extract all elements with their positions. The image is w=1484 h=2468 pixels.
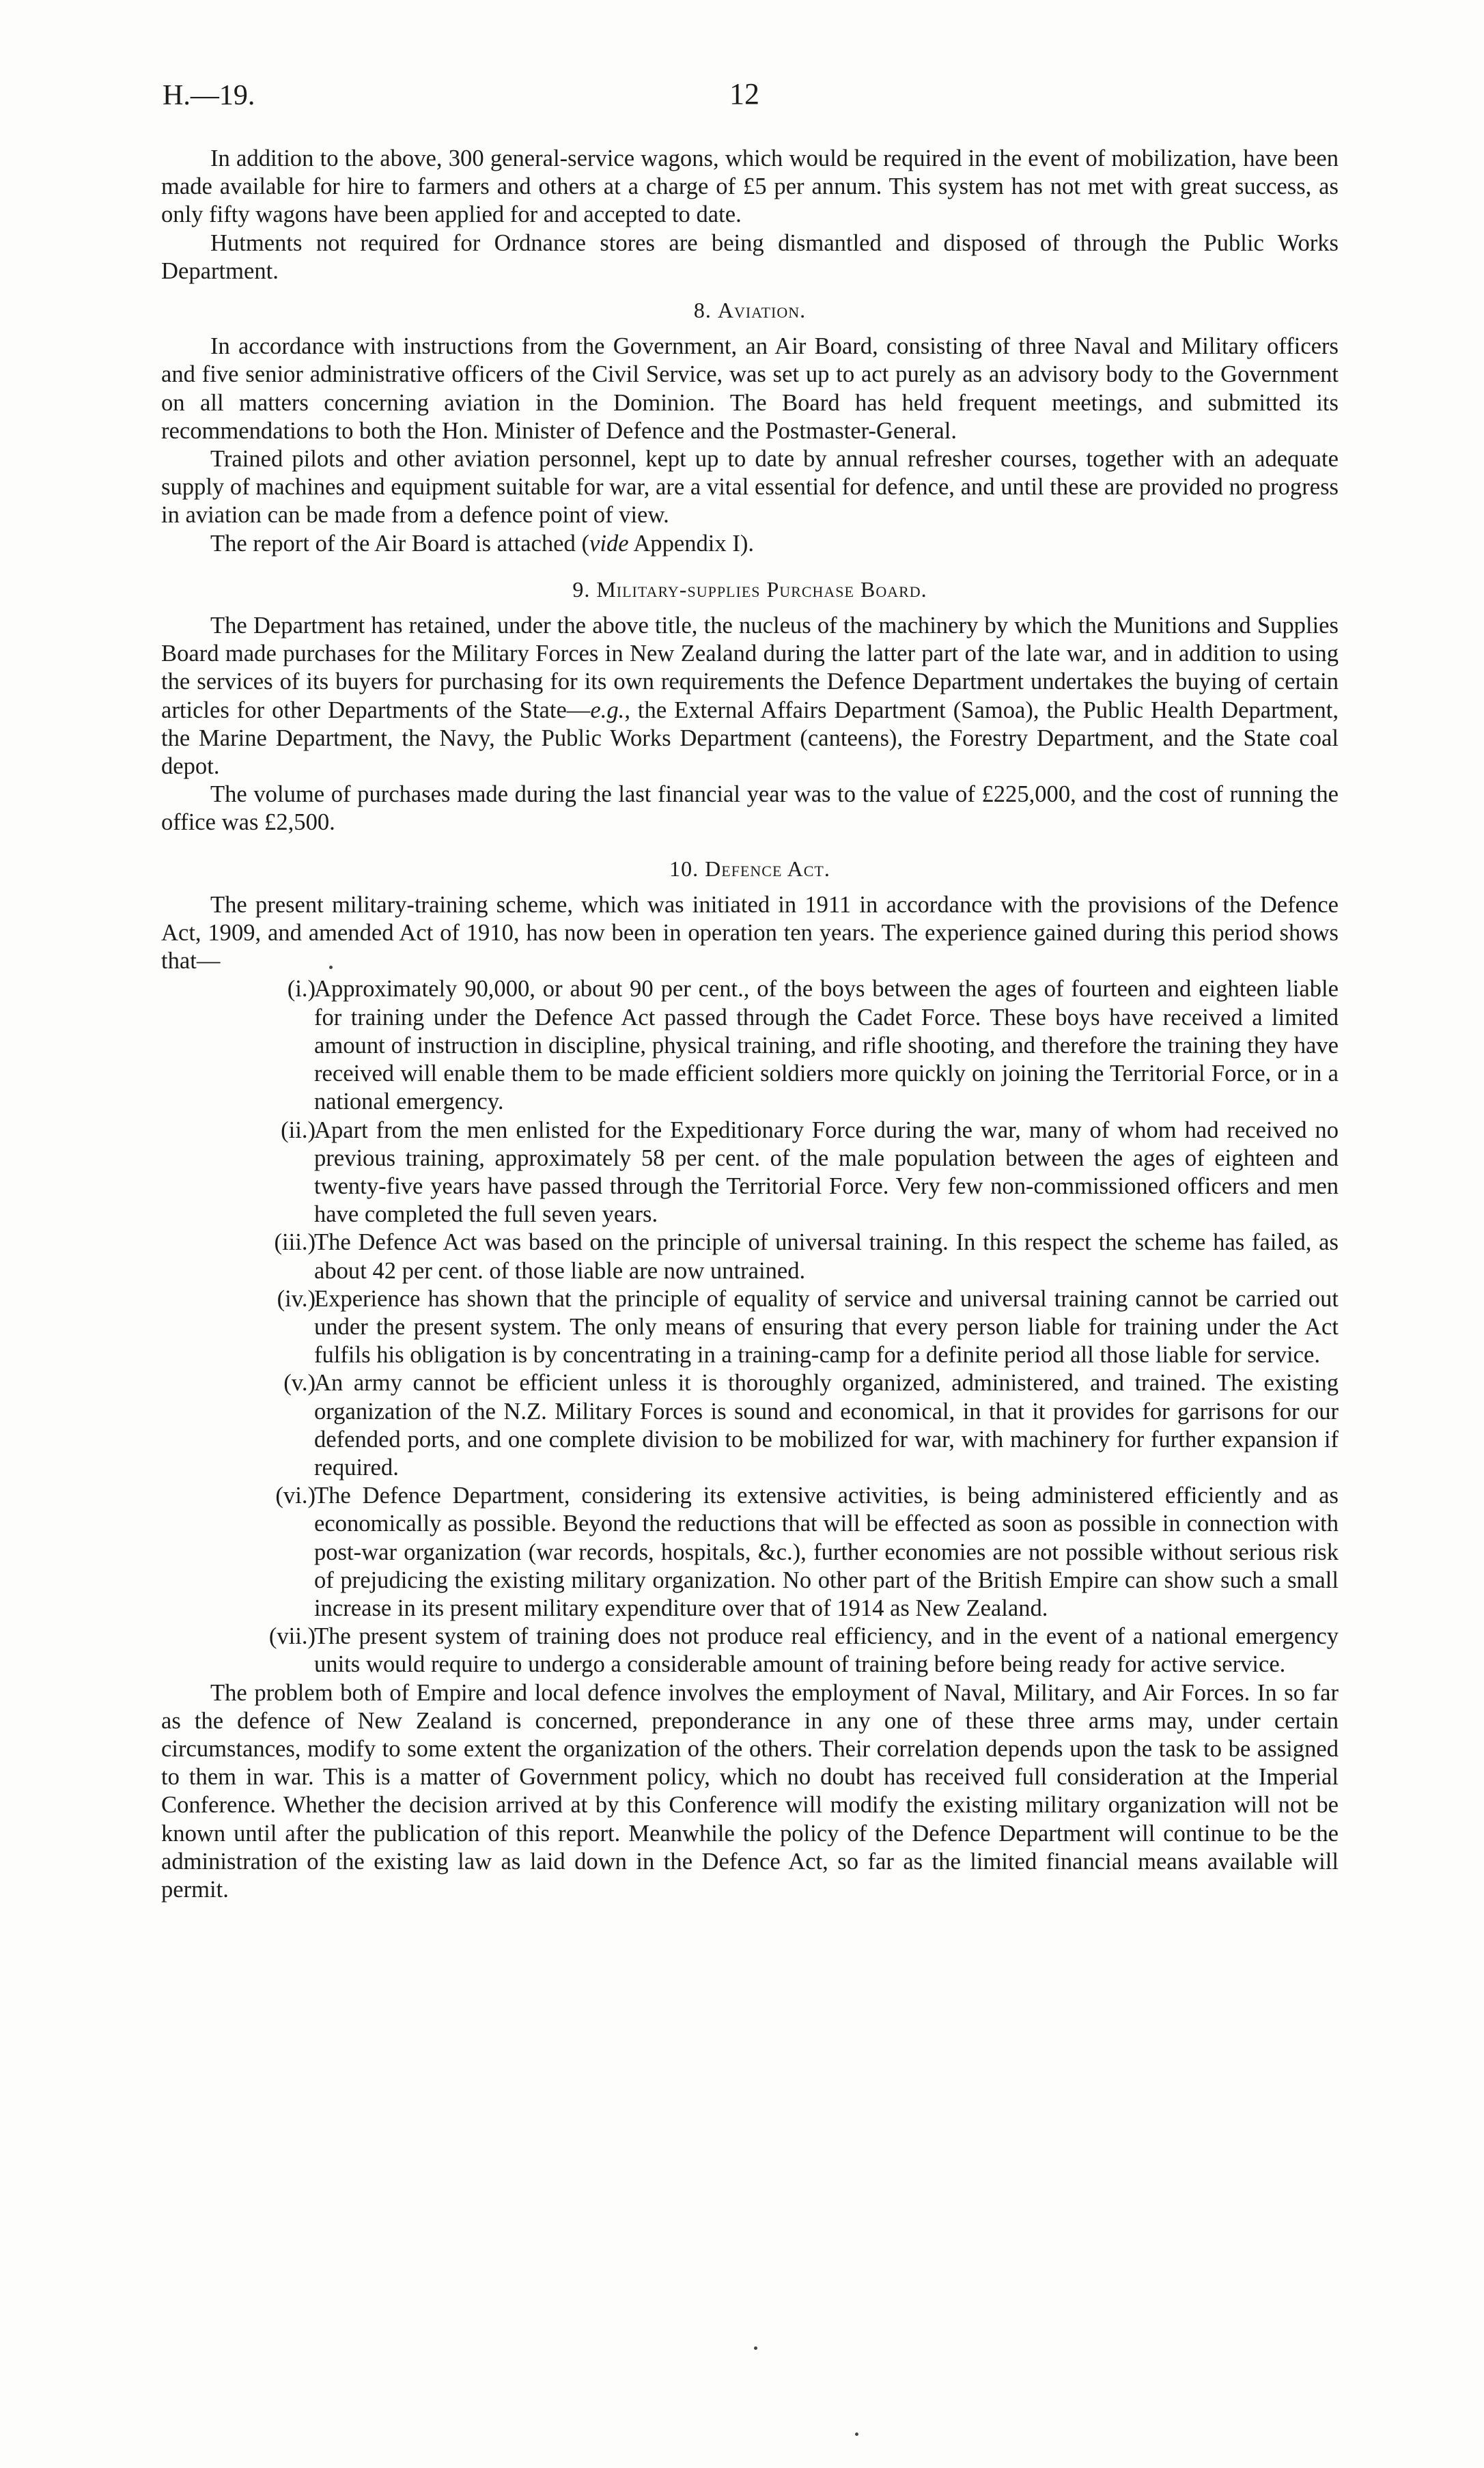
list-item-number: (i.) — [287, 976, 316, 1002]
air-board-text: The report of the Air Board is attached ( — [210, 530, 589, 557]
vide-text: vide — [589, 530, 629, 557]
section-8-number: 8. — [693, 298, 712, 323]
section-9-paragraph-2: The volume of purchases made during the last financial year was to the value of £225,000, and the cost of running the office was £2,500. — [161, 781, 1339, 836]
eg-text: e.g. — [590, 697, 625, 723]
ink-speck — [754, 2346, 757, 2350]
section-10-heading — [161, 855, 1339, 883]
list-item — [161, 1229, 1339, 1285]
section-8-heading — [161, 296, 1339, 324]
list-item-number: (vi.) — [275, 1483, 316, 1509]
experience-list — [161, 975, 1339, 1679]
list-item-number: (vii.) — [268, 1623, 316, 1650]
section-10-intro: The present military-training scheme, which was initiated in 1911 in accordance with the provisions of the Defence Act, 1909, and amended Act of 1910, has now been in operation ten years. The experience gained during this period shows that— — [161, 891, 1339, 974]
list-item-text: The Defence Act was based on the principle of universal training. In this respect the scheme has failed, as about 42 per cent. of those liable are now untrained. — [314, 1229, 1339, 1284]
list-item-text: Apart from the men enlisted for the Expeditionary Force during the war, many of whom had received no previous training, approximately 58 per cent. of the male population between the ages of eighteen and twenty-five years have passed through the Territorial Force. Very few non-commissioned officers and men have completed the full seven years. — [314, 1117, 1339, 1228]
list-item — [161, 1285, 1339, 1370]
list-item-text: Experience has shown that the principle of equality of service and universal training cannot be carried out under the present system. The only means of ensuring that every person liable for training under the Act fulfils his obligation is by concentrating in a training-camp for a definite period all those liable for service. — [314, 1285, 1339, 1369]
list-item-text: The present system of training does not produce real efficiency, and in the event of a national emergency units would require to undergo a considerable amount of training before being ready for active service. — [314, 1623, 1339, 1678]
section-8-title: Aviation. — [717, 298, 807, 323]
list-item-number: (iii.) — [274, 1229, 316, 1256]
appendix-reference: Appendix I). — [628, 530, 755, 557]
section-8-paragraph-2: Trained pilots and other aviation personnel, kept up to date by annual refresher courses, together with an adequate supply of machines and equipment suitable for war, are a vital essential for defence, and until these are provided no progress in aviation can be made from a defence point of view. — [161, 446, 1339, 529]
ink-speck — [855, 2432, 858, 2436]
section-10-closing-paragraph: The problem both of Empire and local defence involves the employment of Naval, Military, and Air Forces. In so far as the defence of New Zealand is concerned, preponderance in any one of these three arms may, under certain circumstances, modify to some extent the organization of the others. Their correlation depends upon the task to be assigned to them in war. This is a matter of Government policy, which no doubt has received full consideration at the Imperial Conference. Whether the decision arrived at by this Conference will modify the existing military organization will not be known until after the publication of this report. Meanwhile the policy of the Defence Department will continue to be the administration of the existing law as laid down in the Defence Act, so far as the limited financial means available will permit. — [161, 1679, 1339, 1903]
list-item-text: An army cannot be efficient unless it is thoroughly organized, administered, and trained. The existing organization of the N.Z. Military Forces is sound and economical, in that it provides for garrisons for our defended ports, and one complete division to be mobilized for war, with machinery for further expansion if required. — [314, 1370, 1339, 1481]
list-item — [161, 1623, 1339, 1679]
list-item — [161, 1117, 1339, 1229]
list-item-number: (ii.) — [281, 1117, 316, 1143]
section-8-paragraph-3 — [161, 530, 1339, 558]
list-item-text: The Defence Department, considering its extensive activities, is being administered efficiently and as economically as possible. Beyond the reductions that will be effected as soon as possible in connection with post-war organization (war records, hospitals, &c.), further economies are not possible without serious risk of prejudicing the existing military organization. No other part of the British Empire can show such a small increase in its present military expenditure over that of 1914 as New Zealand. — [314, 1483, 1339, 1621]
section-9-paragraph-1 — [161, 612, 1339, 781]
section-10-number: 10. — [669, 856, 699, 881]
list-item — [161, 975, 1339, 1116]
paragraph-wagons: In addition to the above, 300 general-service wagons, which would be required in the event of mobilization, have been made available for hire to farmers and others at a charge of £5 per annum. This system has not met with great success, as only fifty wagons have been applied for and accepted to date. — [161, 145, 1339, 228]
section-8-paragraph-1: In accordance with instructions from the Government, an Air Board, consisting of three Naval and Military officers and five senior administrative officers of the Civil Service, was set up to act purely as an advisory body to the Government on all matters concerning aviation in the Dominion. The Board has held frequent meetings, and submitted its recommendations to both the Hon. Minister of Defence and the Postmaster-General. — [161, 333, 1339, 444]
section-10-title: Defence Act. — [705, 856, 830, 881]
page-number: 12 — [729, 77, 759, 111]
paragraph-hutments: Hutments not required for Ordnance stores are being dismantled and disposed of through the Public Works Department. — [161, 229, 1339, 284]
list-item-text: Approximately 90,000, or about 90 per cent., of the boys between the ages of fourteen and eighteen liable for training under the Defence Act passed through the Cadet Force. These boys have received a limited amount of instruction in discipline, physical training, and rifle shooting, and therefore the training they have received will enable them to be made efficient soldiers more quickly on joining the Territorial Force, or in a national emergency. — [314, 976, 1339, 1115]
departments-list-text: , the External Affairs Department (Samoa), the Public Health Department, the Marine Department, the Navy, the Public Works Department (canteens), the Forestry Department, and the State coal depot. — [161, 697, 1339, 780]
purchase-board-text: The Department has retained, under the above title, the nucleus of the machinery by which the Munitions and Supplies Board made purchases for the Military Forces in New Zealand during the latter part of the late war, and in addition to using the services of its buyers for purchasing for its own requirements the Defence Department undertakes the buying of certain articles for other Departments of the State— — [161, 613, 1339, 723]
section-9-title: Military-supplies Purchase Board. — [596, 576, 927, 602]
list-item-number: (v.) — [283, 1370, 316, 1397]
section-9-heading — [161, 576, 1339, 604]
section-9-number: 9. — [572, 576, 591, 602]
page-body — [161, 145, 1339, 1904]
list-item — [161, 1482, 1339, 1623]
report-code: H.—19. — [163, 80, 255, 111]
list-item — [161, 1369, 1339, 1482]
list-item-number: (iv.) — [277, 1285, 316, 1312]
ink-speck — [329, 966, 333, 969]
